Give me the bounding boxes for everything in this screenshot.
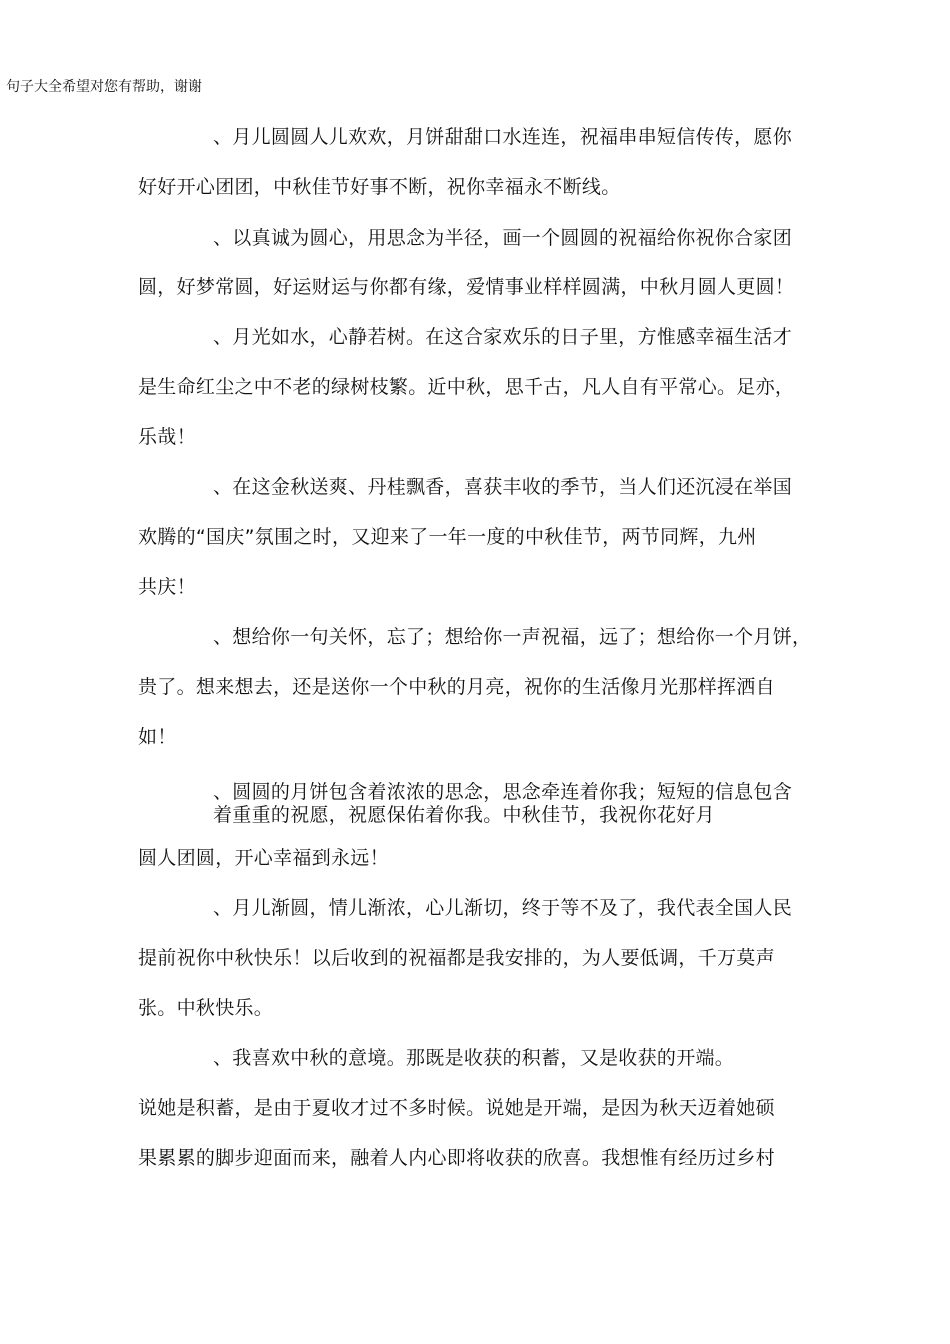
text-line: 乐哉！ — [138, 426, 196, 448]
text-line: 、月儿渐圆，情儿渐浓，心儿渐切，终于等不及了，我代表全国人民 — [213, 897, 793, 919]
text-line: 、我喜欢中秋的意境。那既是收获的积蓄，又是收获的开端。 — [213, 1047, 735, 1069]
text-line: 、以真诚为圆心，用思念为半径，画一个圆圆的祝福给你祝你合家团 — [213, 227, 793, 249]
text-line: 说她是积蓄，是由于夏收才过不多时候。说她是开端，是因为秋天迈着她硕 — [138, 1097, 775, 1119]
text-line: 果累累的脚步迎面而来，融着人内心即将收获的欣喜。我想惟有经历过乡村 — [138, 1147, 775, 1169]
text-line: 、在这金秋送爽、丹桂飘香，喜获丰收的季节，当人们还沉浸在举国 — [213, 476, 793, 498]
text-line: 着重重的祝愿，祝愿保佑着你我。中秋佳节，我祝你花好月 — [213, 804, 715, 826]
text-line: 、月儿圆圆人儿欢欢，月饼甜甜口水连连，祝福串串短信传传，愿你 — [213, 126, 793, 148]
text-line: 欢腾的“国庆”氛围之时，又迎来了一年一度的中秋佳节，两节同辉，九州 — [138, 526, 757, 548]
text-line: 如！ — [138, 726, 177, 748]
text-line: 贵了。想来想去，还是送你一个中秋的月亮，祝你的生活像月光那样挥洒自 — [138, 676, 775, 698]
text-line: 圆，好梦常圆，好运财运与你都有缘，爱情事业样样圆满，中秋月圆人更圆！ — [138, 276, 795, 298]
header-note: 句子大全希望对您有帮助，谢谢 — [6, 79, 202, 95]
text-line: 共庆！ — [138, 576, 196, 598]
text-line: 、圆圆的月饼包含着浓浓的思念，思念牵连着你我；短短的信息包含 — [213, 781, 793, 803]
text-line: 、月光如水，心静若树。在这合家欢乐的日子里，方惟感幸福生活才 — [213, 326, 793, 348]
text-line: 张。中秋快乐。 — [138, 997, 274, 1019]
text-line: 、想给你一句关怀，忘了；想给你一声祝福，远了；想给你一个月饼， — [213, 626, 812, 648]
text-line: 好好开心团团，中秋佳节好事不断，祝你幸福永不断线。 — [138, 176, 621, 198]
text-line: 是生命红尘之中不老的绿树枝繁。近中秋，思千古，凡人自有平常心。足亦， — [138, 376, 795, 398]
text-line: 提前祝你中秋快乐！以后收到的祝福都是我安排的，为人要低调，千万莫声 — [138, 947, 775, 969]
text-line: 圆人团圆，开心幸福到永远！ — [138, 847, 389, 869]
